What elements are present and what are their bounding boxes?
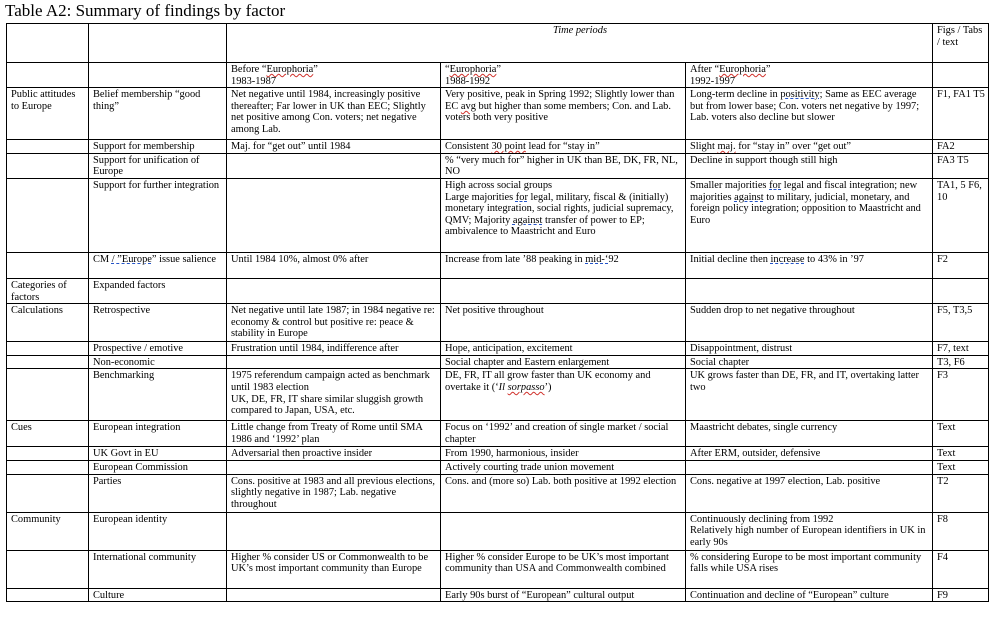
period2-cell: Actively courting trade union movement — [441, 460, 686, 474]
table-row — [7, 278, 989, 303]
factor-label: International community — [89, 550, 227, 588]
time-periods-header: Time periods — [227, 24, 933, 63]
period3-cell: Long-term decline in positivity; Same as EEC average but from lower base; Con. voters net negative by 1997; Lab. voters also decline but slower — [686, 88, 933, 140]
factor-label: Culture — [89, 588, 227, 602]
table-row — [7, 512, 989, 550]
period3-cell: UK grows faster than DE, FR, and IT, overtaking latter two — [686, 369, 933, 421]
period1-cell: Net negative until 1984, increasingly positive thereafter; Far lower in UK than EEC; Slightly net positive among Con. voters; net negative among Lab. — [227, 88, 441, 140]
period2-cell: Focus on ‘1992’ and creation of single market / social chapter — [441, 421, 686, 447]
period2-cell: Early 90s burst of “European” cultural output — [441, 588, 686, 602]
period2-cell: Very positive, peak in Spring 1992; Slightly lower than EC avg but higher than some members; Con. and Lab. voters both very positive — [441, 88, 686, 140]
figs-tabs-header: Figs / Tabs / text — [933, 24, 989, 63]
figs-cell: Text — [933, 460, 989, 474]
group-continuation — [7, 252, 89, 278]
group-continuation — [7, 447, 89, 461]
table-row — [7, 550, 989, 588]
table-row — [7, 178, 989, 252]
header-row — [7, 24, 989, 63]
table-row — [7, 252, 989, 278]
group-continuation — [7, 460, 89, 474]
figs-cell: F3 — [933, 369, 989, 421]
figs-cell: F8 — [933, 512, 989, 550]
period1-cell: Until 1984 10%, almost 0% after — [227, 252, 441, 278]
factor-label: Parties — [89, 474, 227, 512]
period1-cell: Frustration until 1984, indifference after — [227, 342, 441, 356]
factor-label: European identity — [89, 512, 227, 550]
table-row — [7, 153, 989, 178]
group-label-calculations: Calculations — [7, 304, 89, 342]
period1-cell: Maj. for “get out” until 1984 — [227, 140, 441, 154]
group-label-categories: Categories of factors — [7, 278, 89, 303]
table-row — [7, 474, 989, 512]
table-row — [7, 355, 989, 369]
period2-cell: High across social groups Large majorities for legal, military, fiscal & (initially) monetary integration, social rights, judicial supremacy, QMV; Majority against transfer of power to EP; ambivalence to Maastricht and Euro — [441, 178, 686, 252]
period3-cell — [686, 278, 933, 303]
factor-label: UK Govt in EU — [89, 447, 227, 461]
period2-cell: Consistent 30 point lead for “stay in” — [441, 140, 686, 154]
header-empty-cell — [7, 63, 89, 88]
period3-cell: Maastricht debates, single currency — [686, 421, 933, 447]
period3-cell: Decline in support though still high — [686, 153, 933, 178]
group-continuation — [7, 178, 89, 252]
factor-label: Expanded factors — [89, 278, 227, 303]
group-continuation — [7, 588, 89, 602]
group-continuation — [7, 550, 89, 588]
header-empty-cell — [89, 63, 227, 88]
table-row — [7, 421, 989, 447]
period1-cell — [227, 588, 441, 602]
period1-cell — [227, 178, 441, 252]
table-title: Table A2: Summary of findings by factor — [5, 1, 286, 20]
period3-cell: Continuously declining from 1992 Relatively high number of European identifiers in UK in early 90s — [686, 512, 933, 550]
period1-cell: 1975 referendum campaign acted as benchmark until 1983 election UK, DE, FR, IT share similar sluggish growth compared to Japan, USA, etc. — [227, 369, 441, 421]
figs-cell — [933, 278, 989, 303]
period1-cell — [227, 512, 441, 550]
factor-label: Retrospective — [89, 304, 227, 342]
period1-cell: Adversarial then proactive insider — [227, 447, 441, 461]
period2-cell: Hope, anticipation, excitement — [441, 342, 686, 356]
period3-cell: Social chapter — [686, 355, 933, 369]
period3-cell: Sudden drop to net negative throughout — [686, 304, 933, 342]
period2-cell: Higher % consider Europe to be UK’s most important community than USA and Commonwealth combined — [441, 550, 686, 588]
period2-cell — [441, 512, 686, 550]
table-row — [7, 460, 989, 474]
period1-cell — [227, 355, 441, 369]
period1-cell — [227, 153, 441, 178]
period3-cell: Initial decline then increase to 43% in ’97 — [686, 252, 933, 278]
period1-header: Before “Europhoria” 1983-1987 — [227, 63, 441, 88]
figs-cell: F9 — [933, 588, 989, 602]
period1-cell: Higher % consider US or Commonwealth to be UK’s most important community than Europe — [227, 550, 441, 588]
period2-cell: DE, FR, IT all grow faster than UK economy and overtake it (‘Il sorpasso’) — [441, 369, 686, 421]
period3-cell: Slight maj. for “stay in” over “get out” — [686, 140, 933, 154]
figs-cell: T3, F6 — [933, 355, 989, 369]
factor-label: Benchmarking — [89, 369, 227, 421]
figs-cell: FA2 — [933, 140, 989, 154]
factor-label: Non-economic — [89, 355, 227, 369]
period2-cell: From 1990, harmonious, insider — [441, 447, 686, 461]
period3-cell: After ERM, outsider, defensive — [686, 447, 933, 461]
figs-cell: Text — [933, 447, 989, 461]
figs-cell: F4 — [933, 550, 989, 588]
period3-header: After “Europhoria” 1992-1997 — [686, 63, 933, 88]
period3-cell: % considering Europe to be most important community falls while USA rises — [686, 550, 933, 588]
group-continuation — [7, 153, 89, 178]
figs-cell: FA3 T5 — [933, 153, 989, 178]
factor-label: Prospective / emotive — [89, 342, 227, 356]
table-row — [7, 88, 989, 140]
group-continuation — [7, 140, 89, 154]
figs-cell: F1, FA1 T5 — [933, 88, 989, 140]
group-continuation — [7, 342, 89, 356]
figs-cell: F2 — [933, 252, 989, 278]
factor-label: CM / ”Europe” issue salience — [89, 252, 227, 278]
header-empty-cell — [89, 24, 227, 63]
factor-label: Support for further integration — [89, 178, 227, 252]
table-row — [7, 140, 989, 154]
factor-label: Support for unification of Europe — [89, 153, 227, 178]
period3-cell: Continuation and decline of “European” culture — [686, 588, 933, 602]
group-label-cues: Cues — [7, 421, 89, 447]
period1-cell — [227, 278, 441, 303]
period3-cell: Cons. negative at 1997 election, Lab. positive — [686, 474, 933, 512]
group-continuation — [7, 355, 89, 369]
period3-cell: Disappointment, distrust — [686, 342, 933, 356]
period2-cell: Social chapter and Eastern enlargement — [441, 355, 686, 369]
period2-cell: % “very much for” higher in UK than BE, DK, FR, NL, NO — [441, 153, 686, 178]
figs-header-empty — [933, 63, 989, 88]
period1-cell: Little change from Treaty of Rome until SMA 1986 and ‘1992’ plan — [227, 421, 441, 447]
figs-cell: Text — [933, 421, 989, 447]
group-label-community: Community — [7, 512, 89, 550]
factor-label: European Commission — [89, 460, 227, 474]
period2-cell: Net positive throughout — [441, 304, 686, 342]
factor-label: European integration — [89, 421, 227, 447]
group-continuation — [7, 474, 89, 512]
table-row — [7, 447, 989, 461]
findings-table — [6, 23, 989, 602]
factor-label: Belief membership “good thing” — [89, 88, 227, 140]
period1-cell — [227, 460, 441, 474]
period-header-row — [7, 63, 989, 88]
period2-cell — [441, 278, 686, 303]
figs-cell: F7, text — [933, 342, 989, 356]
figs-cell: TA1, 5 F6, 10 — [933, 178, 989, 252]
period2-cell: Cons. and (more so) Lab. both positive at 1992 election — [441, 474, 686, 512]
period3-cell — [686, 460, 933, 474]
period3-cell: Smaller majorities for legal and fiscal integration; new majorities against to military, judicial, monetary, and foreign policy integration; opposition to Maastricht and Euro — [686, 178, 933, 252]
table-row — [7, 588, 989, 602]
period2-header: “Europhoria” 1988-1992 — [441, 63, 686, 88]
figs-cell: F5, T3,5 — [933, 304, 989, 342]
table-row — [7, 369, 989, 421]
figs-cell: T2 — [933, 474, 989, 512]
factor-label: Support for membership — [89, 140, 227, 154]
table-row — [7, 342, 989, 356]
header-empty-cell — [7, 24, 89, 63]
table-row — [7, 304, 989, 342]
period1-cell: Cons. positive at 1983 and all previous elections, slightly negative in 1987; Lab. negative throughout — [227, 474, 441, 512]
group-continuation — [7, 369, 89, 421]
period2-cell: Increase from late ’88 peaking in mid-‘92 — [441, 252, 686, 278]
group-label-public: Public attitudes to Europe — [7, 88, 89, 140]
period1-cell: Net negative until late 1987; in 1984 negative re: economy & control but positive re: peace & stability in Europe — [227, 304, 441, 342]
